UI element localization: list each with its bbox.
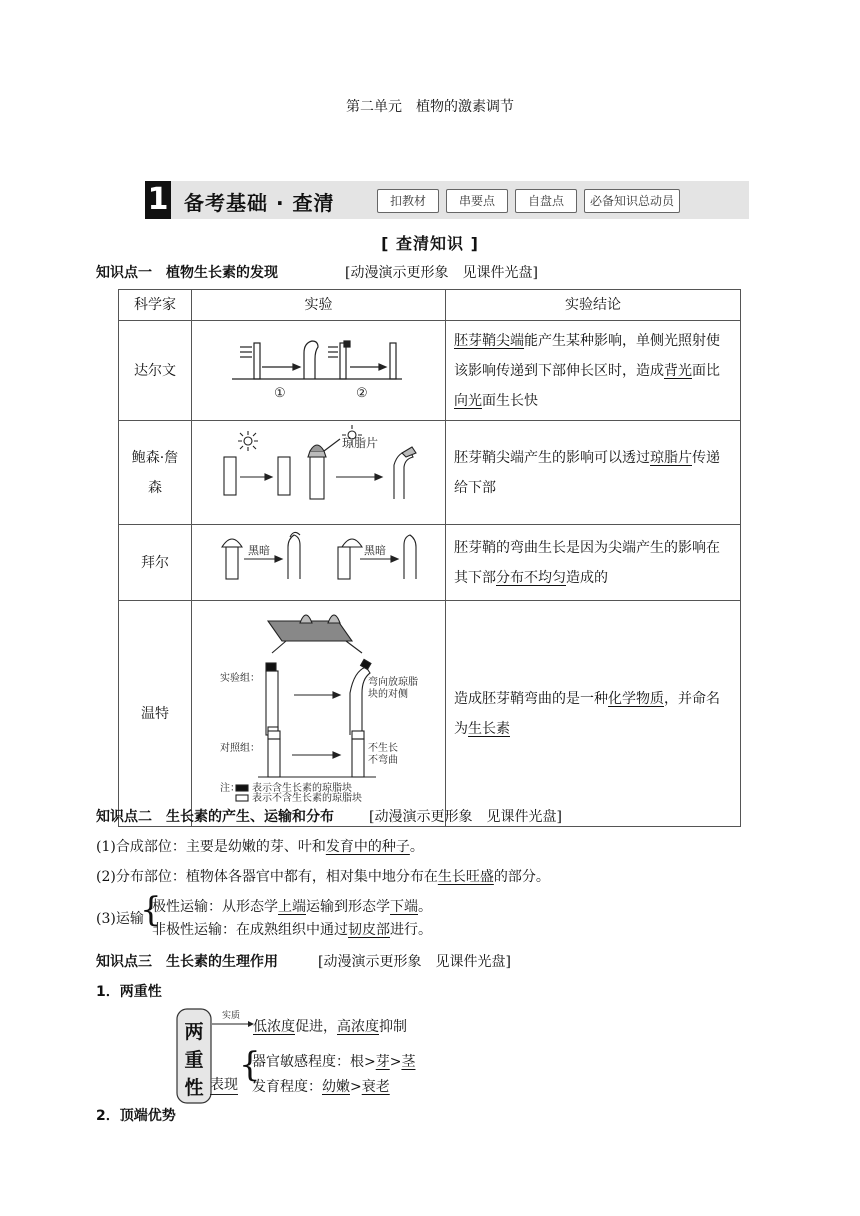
transport-brace: { [140,890,162,930]
kp3-note: [动漫演示更形象 见课件光盘] [318,954,511,970]
scientist-name: 鲍森·詹森 [119,421,192,525]
legend-note: 注： [220,783,240,794]
paal-experiment-figure [192,525,446,601]
essence-text: 低浓度促进，高浓度抑制 [253,1019,407,1035]
sub-banner-title: [ 查清知识 ] [381,234,479,253]
darwin-label-2: ② [356,386,368,401]
header-conclusion: 实验结论 [446,290,741,321]
duality-char-1: 两 [184,1021,204,1043]
table-row [119,321,741,421]
went-experiment-figure [192,601,446,827]
tag-button-1[interactable]: 扣教材 [377,189,439,213]
organ-sensitivity: 器官敏感程度：根>芽>茎 [252,1054,416,1070]
kp3-title: 知识点三 生长素的生理作用 [96,954,278,970]
legend-plain-block: 表示不含生长素的琼脂块 [252,793,362,804]
discovery-table [118,289,741,804]
paal-conclusion: 胚芽鞘的弯曲生长是因为尖端产生的影响在其下部分布不均匀造成的 [446,525,741,601]
synthesis-site: (1)合成部位：主要是幼嫩的芽、叶和发育中的种子。 [96,839,424,855]
tag-button-4[interactable]: 必备知识总动员 [584,189,680,213]
scientist-name: 达尔文 [119,321,192,421]
experiment-group-label: 实验组： [220,673,260,684]
kp1-note: [动漫演示更形象 见课件光盘] [345,265,538,281]
kp2-title: 知识点二 生长素的产生、运输和分布 [96,809,334,825]
table-header-row [119,290,741,321]
went-conclusion: 造成胚芽鞘弯曲的是一种化学物质，并命名为生长素 [446,601,741,827]
no-growth-note-2: 不弯曲 [368,755,398,766]
boysen-jensen-conclusion: 胚芽鞘尖端产生的影响可以透过琼脂片传递给下部 [446,421,741,525]
nonpolar-transport: 非极性运输：在成熟组织中通过韧皮部进行。 [152,922,432,938]
tag-button-2[interactable]: 串要点 [446,189,508,213]
subsection-apical-dominance: 2．顶端优势 [96,1108,176,1124]
essence-arrow [212,1010,256,1030]
document-title: 第二单元 植物的激素调节 [346,99,514,115]
bend-note-1: 弯向放琼脂 [368,677,418,688]
table-row [119,421,741,525]
duality-char-3: 性 [184,1077,204,1099]
development-degree: 发育程度：幼嫩>衰老 [252,1079,390,1095]
duality-char-2: 重 [184,1049,204,1071]
perform-label: 表现 [210,1074,238,1095]
boysen-jensen-experiment-figure [192,421,446,525]
darwin-experiment-figure [192,321,446,421]
transport-label: (3)运输 [96,911,144,927]
kp2-note: [动漫演示更形象 见课件光盘] [369,809,562,825]
dark-label-2: 黑暗 [364,544,386,557]
banner-number: 1 [145,181,171,219]
table-row [119,601,741,827]
no-growth-note-1: 不生长 [368,743,398,754]
header-experiment: 实验 [192,290,446,321]
banner-title: 备考基础 · 查清 [184,191,335,215]
scientist-name: 拜尔 [119,525,192,601]
agar-sheet-label: 琼脂片 [342,436,379,450]
darwin-conclusion: 胚芽鞘尖端能产生某种影响，单侧光照射使该影响传递到下部伸长区时，造成背光面比向光面生长快 [446,321,741,421]
polar-transport: 极性运输：从形态学上端运输到形态学下端。 [152,899,432,915]
table-row [119,525,741,601]
bend-note-2: 块的对侧 [368,689,408,700]
distribution-site: (2)分布部位：植物体各器官中都有，相对集中地分布在生长旺盛的部分。 [96,869,550,885]
duality-box [176,1008,212,1104]
essence-label: 实质 [222,1011,241,1021]
tag-button-3[interactable]: 自盘点 [515,189,577,213]
kp1-title: 知识点一 植物生长素的发现 [96,265,278,281]
header-scientist: 科学家 [119,290,192,321]
perform-brace: { [239,1045,261,1085]
scientist-name: 温特 [119,601,192,827]
control-group-label: 对照组： [220,743,260,754]
dark-label-1: 黑暗 [248,544,270,557]
legend-auxin-block: 表示含生长素的琼脂块 [252,783,352,794]
subsection-duality: 1．两重性 [96,984,162,1000]
darwin-label-1: ① [274,386,286,401]
